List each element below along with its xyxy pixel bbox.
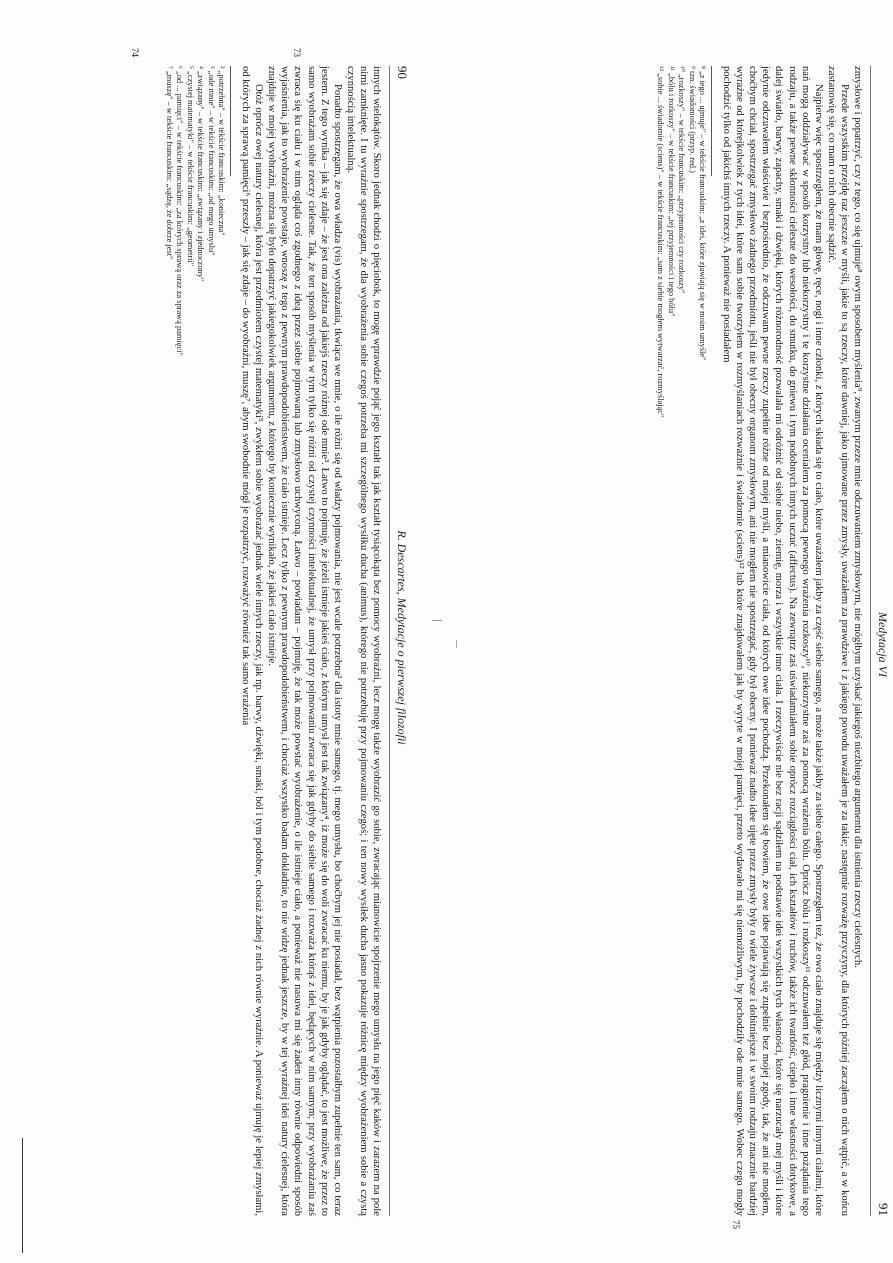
right-footnotes: [655, 66, 707, 1216]
footnote: ³ „ode mnie" – w tekście francuskim: „od mego umysłu": [206, 66, 216, 256]
right-page-number: 91: [876, 1203, 891, 1216]
footnote-separator: [230, 66, 231, 176]
gutter-mark: [432, 620, 442, 621]
left-page: [0, 48, 410, 1216]
left-footnotes: [164, 66, 226, 1216]
footnote: ⁵ „czystej matematyki" – w tekście francuskim: „geometrii": [185, 66, 195, 267]
footnote: ² „potrzebna" – w tekście francuskim: „konieczna": [216, 66, 226, 236]
footnote: ¹⁰ „rozkoszy" – w tekście francuskim: „przyjemności czy rozkoszy": [677, 66, 687, 294]
paragraph: Otóż oprócz owej natury cielesnej, która jest przedmiotem czystej matematyki⁵, zwykłem sobie wyobrażać jednak wiele innych rzeczy, jak np. barwy, dźwięki, smaki, ból i tym podobne, chociaż żadnej z nich równie wyraźnie. A ponieważ ujmuję je lepiej zmysłami, od których za sprawą pamięci⁶ przeszły – jak się zdaje – do wyobraźni, muszę⁷, abym swobodnie mógł je rozpatrzyć, rozważyć również tak samo wrażenia: [240, 66, 265, 1216]
margin-number: 75: [731, 1220, 741, 1229]
right-page: [481, 66, 891, 1229]
footnote: ⁴ „związany" – w tekście francuskim: „związany i zjednoczony": [196, 66, 206, 282]
left-running-title: R. Descartes, Medytacje o pierwszej filozofii: [395, 530, 409, 745]
footnote: ¹² „sobie ... świadomie (sciens)" – w tekście francuskim: „sam z siebie mogłem wytwarzać, rozmyślając": [656, 66, 666, 418]
left-page-header: [389, 66, 410, 1216]
binding-edge-line: [22, 1138, 23, 1253]
footnote: ⁸ „z tego ... ujmuje" – w tekście francuskim: „z idei, które zjawiają się w moim umyśle": [697, 66, 707, 361]
footnote: ⁷ „muszę" – w tekście francuskim: „sądzę, że dobrze jest": [164, 66, 174, 260]
right-running-title: Medytacja VI: [876, 612, 890, 677]
paragraph: innych wielokątów. Skoro jednak chodzi o pięciobok, to mogę wprawdzie pojąć jego kształt tak jak kształt tysiącokąta bez pomocy wyobraźni, lecz mogę także wyobrazić go sobie, zwracając mianowicie spojrzenie mego umysłu na jego pięć kaków i zarazem na pole nimi zamknięte. I tu wyraźnie spostrzegam, że dla wyobrażenia sobie czegoś potrzeba mi szczególnego wysiłku ducha (animus), którego nie potrzebuję przy pojmowaniu czegoś; i ten nowy wysiłek ducha jasno pokazuje różnicę między wyobrażeniem sobie a czystą czynnością intelektualną.: [344, 66, 382, 1216]
right-page-body: [720, 66, 864, 1216]
left-page-number: 90: [395, 66, 410, 79]
paragraph: Przede wszystkim przejdę raz jeszcze w myśli, jakie to są rzeczy, które dawniej, jako ujmowane przez zmysły, uważałem za prawdziwe i z jakiego powodu uważałem je za takie; następnie rozważę przyczyny, dla których później zacząłem o nich wątpić, a w końcu zastanowię się, co mam o nich obecnie sądzić.: [825, 66, 850, 1216]
paragraph: zmysłowe i popatrzyć, czy z tego, co się ujmuje⁸ owym sposobem myślenia⁹, zwanym przeze mnie odczuwaniem zmysłowym, nie mógłbym uzyskać jakiegoś niezbitego argumentu dla istnienia rzeczy cielesnych.: [852, 66, 863, 968]
left-page-body: [239, 66, 383, 1216]
footnote: ⁶ „od ... pamięci" – w tekście francuskim: „za których sprawą oraz za sprawą pamięci": [175, 66, 185, 356]
footnote: ¹¹ „bólu i rozkoszy" – w tekście francuskim: „tej przyjemności i tego bólu": [666, 66, 676, 317]
right-page-header: [870, 66, 891, 1216]
paragraph: Ponadto spostrzegam, że owa władza (vis) wyobrażania, tkwiąca we mnie, o ile różni się od władzy pojmowania, nie jest wcale potrzebna² dla istoty mnie samego, tj. mego umysłu, bo choćbym jej nie posiadał, bez wątpienia pozostałbym zupełnie ten sam, co teraz jestem. Z tego wynika – jak się zdaje – że jest ona zależna od jakiejś rzeczy różnej ode mnie³. Łatwo to pojmuję, że jeżeli istnieje jakieś ciało, z którym umysł jest tak związany⁴, iż może się do woli zwracać ku niemu, by je jak gdyby oglądać, to jest możliwe, że przez to samo wyobrażam sobie rzeczy cielesne. Tak, że ten sposób myślenia w tym tylko się różni od czystej czynności intelektualnej, że umysł przy pojmowaniu zwraca się jak gdyby do siebie samego i rozważa którąś z idei, będących w nim samym; przy wyobrażaniu zaś zwraca się ku ciału i w nim ogląda coś zgodnego z ideą przez siebie pojmowaną lub zmysłowo uchwyconą. Łatwo – powiadam – pojmuję, że tak może powstać wyobrażenie, o ile istnieje ciało, a ponieważ nie nasuwa mi się żaden inny równie odpowiedni sposób wyjaśnienia, jak to wyobrażenie powstaje, wnoszę z tego z pewnym prawdopodobieństwem, że ciało istnieje. Lecz tylko z pewnym prawdopodobieństwem, i chociaż wszystko badam dokładnie, to nie widzę jednak jeszcze, by w tej wyraźnej idei natury cielesnej, która znajduje w mojej wyobraźni, można się było dopatrzyć jakiegokolwiek argumentu, z którego by koniecznie wynikało, że jakieś ciało istnieje.: [266, 66, 343, 1216]
footnote: ⁹ tzn. świadomości (przyp. red.): [687, 66, 697, 173]
margin-number: 73: [292, 48, 302, 57]
footnote-separator: [711, 66, 712, 176]
margin-number: 74: [130, 48, 140, 57]
paragraph: Najpierw więc spostrzegłem, że mam głowę, ręce, nogi i inne członki, z których składa się to ciało, które uważałem jakby za część siebie samego, a może także jakby za siebie całego. Spostrzegłem też, że owo ciało znajduje się między licznymi innymi ciałami, które nań mogą oddziaływać w sposób korzystny lub niekorzystny i te korzystne działania ocenialem za pomocą pewnego wrażenia rozkoszy¹⁰, niekorzystne zaś za pomocą wrażenia bólu. Oprócz bólu i rozkoszy¹¹ odczuwałem też głód, pragnienie i inne pożądania tego rodzaju, a także pewne skłonności cielesne do wesołości, do smutku, do gniewu i tym podobnych innych uczuć (affectus). Na zewnątrz zaś uświadamiałem sobie oprócz rozciągłości ciał, ich kształtów i ruchów, także ich twardość, ciepło i inne własności dotykowe, a dalej światło, barwy, zapachy, smaki i dźwięki, których różnorodność pozwalała mi odróżnić od siebie niebo, ziemię, morza i wszystkie inne ciała. I rzeczywiście nie bez racji sądziłem na podstawie idei wszystkich tych własności, które się narzucały mej myśli i które jedynie odczuwałem właściwie i bezpośrednio, że odczuwam pewne rzeczy zupełnie różne od mojej myśli, a mianowicie ciała, od których owe idee pochodzą. Przekonałem się bowiem, że owe idee pojawiają się zupełnie bez mojej zgody, tak, że ani nie mogłem, choćbym chciał, spostrzegać zmysłowo żadnego przedmiotu, jeśli nie był obecny organom zmysłowym, ani nie mogłem nie spostrzegać, gdy był obecny. I ponieważ nadto idee ujęte przez zmysły były o wiele żywsze i dobitniejsze i w swoim rodzaju znacznie bardziej wyraźne od którejkolwiek z tych idei, które sam sobie tworzyłem w rozmyślaniach rozważnie i świadomie (sciens)¹² lub które znajdowałem jak by wyryte w mojej pamięci, przeto wydawało mi się niemożliwym, by pochodziły ode mnie samego. Wobec czego mogły pochodzić tylko od jakichś innych rzeczy. A ponieważ nie posiadałem: [721, 66, 824, 1216]
gutter-mark: [456, 640, 457, 648]
